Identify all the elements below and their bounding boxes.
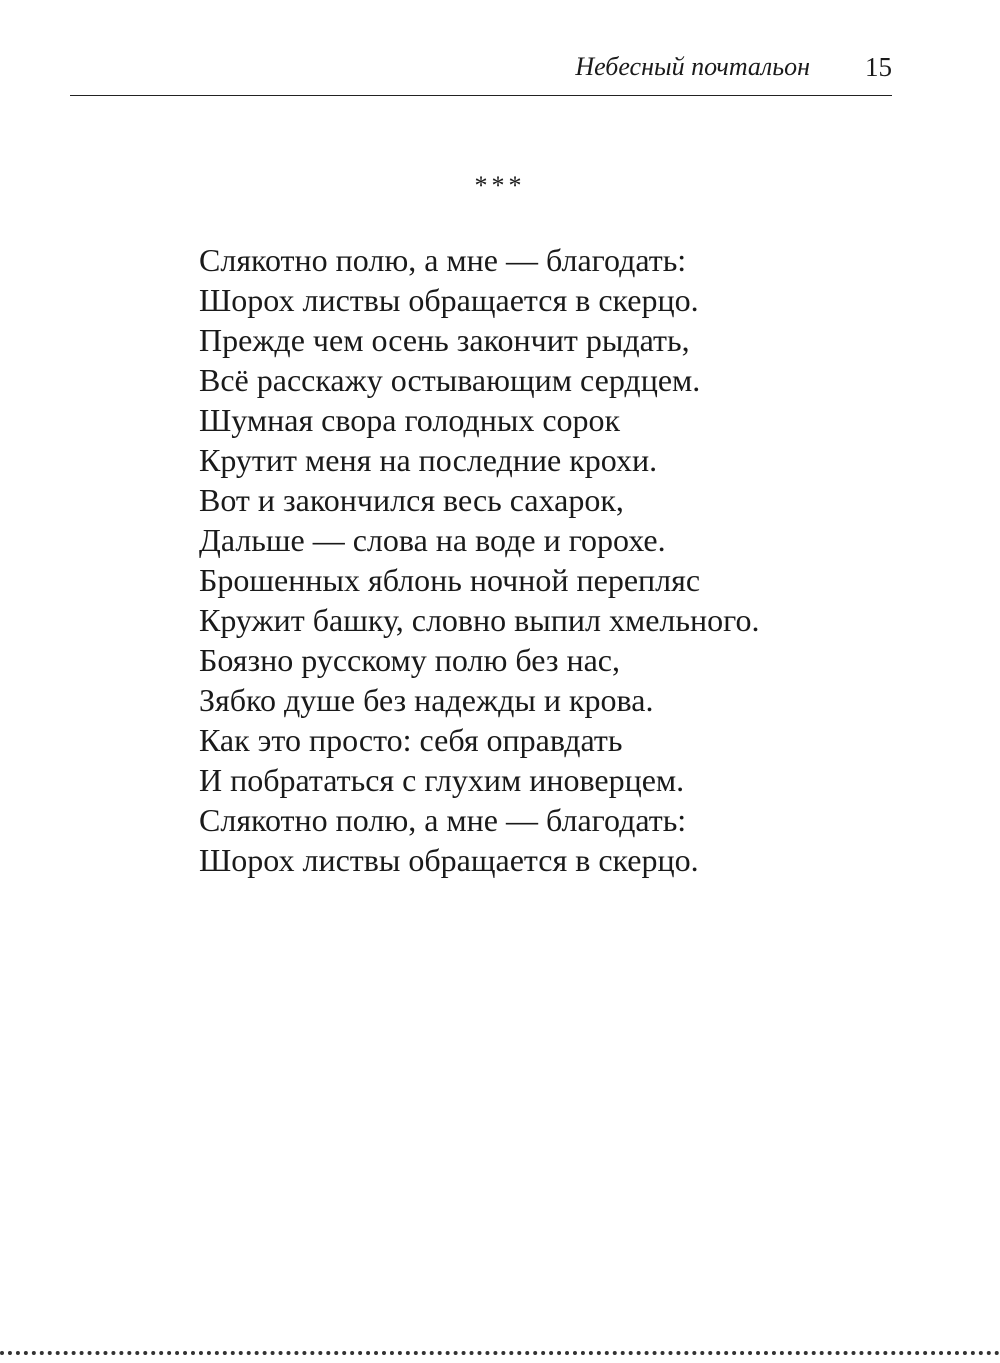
poem-line: Шумная свора голодных сорок bbox=[199, 402, 621, 438]
poem bbox=[199, 240, 939, 880]
poem-line: Прежде чем осень закончит рыдать, bbox=[199, 322, 690, 358]
poem-line: Вот и закончился весь сахарок, bbox=[199, 482, 624, 518]
poem-line: Шорох листвы обращается в скерцо. bbox=[199, 842, 699, 878]
poem-line: Дальше — слова на воде и горохе. bbox=[199, 522, 666, 558]
book-title: Небесный почтальон bbox=[575, 52, 810, 81]
page-number: 15 bbox=[865, 52, 892, 82]
running-head bbox=[70, 50, 892, 90]
poem-line: Боязно русскому полю без нас, bbox=[199, 642, 620, 678]
scan-dotted-edge bbox=[0, 1351, 1000, 1355]
poem-line: И побрататься с глухим иноверцем. bbox=[199, 762, 685, 798]
poem-line: Слякотно полю, а мне — благодать: bbox=[199, 802, 687, 838]
poem-line: Крутит меня на последние крохи. bbox=[199, 442, 658, 478]
poem-line: Шорох листвы обращается в скерцо. bbox=[199, 282, 699, 318]
header-rule bbox=[70, 95, 892, 96]
poem-line: Как это просто: себя оправдать bbox=[199, 722, 623, 758]
poem-line: Всё расскажу остывающим сердцем. bbox=[199, 362, 701, 398]
poem-line: Кружит башку, словно выпил хмельного. bbox=[199, 602, 760, 638]
poem-line: Слякотно полю, а мне — благодать: bbox=[199, 242, 687, 278]
section-separator: *** bbox=[474, 171, 526, 200]
poem-line: Зябко душе без надежды и крова. bbox=[199, 682, 654, 718]
poem-line: Брошенных яблонь ночной перепляс bbox=[199, 562, 701, 598]
